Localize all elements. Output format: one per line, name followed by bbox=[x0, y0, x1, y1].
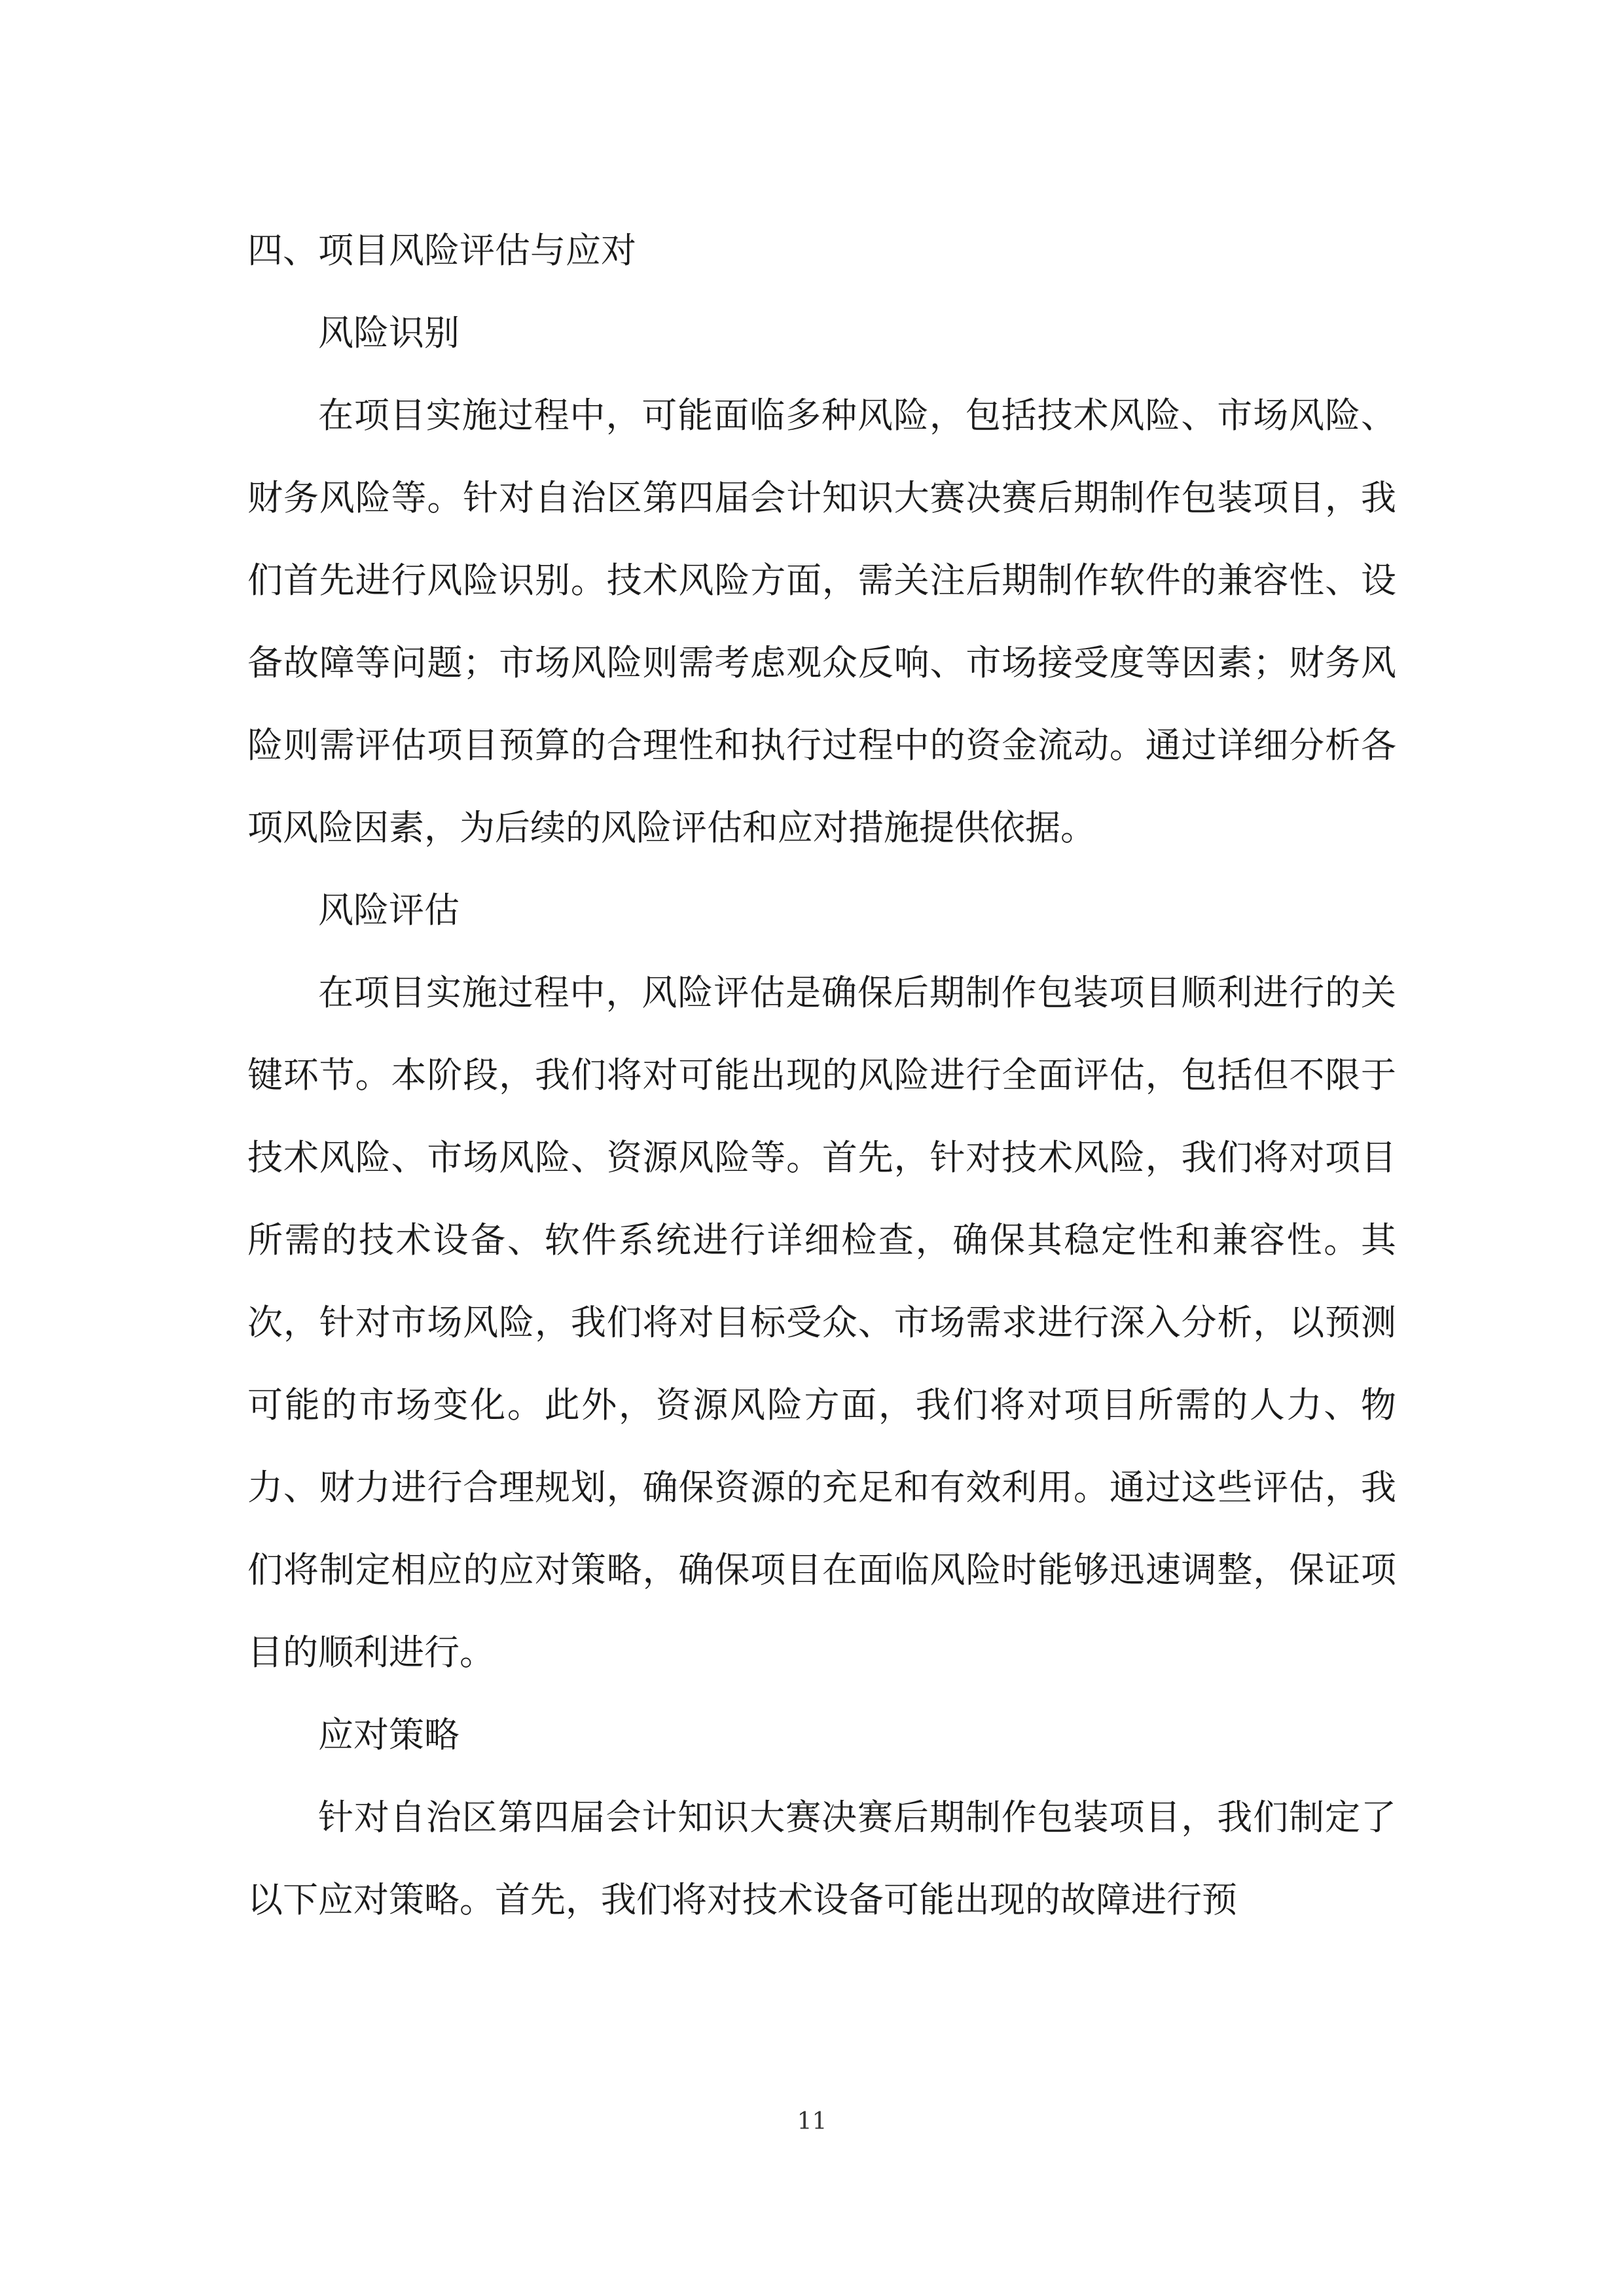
paragraph-response-strategy: 针对自治区第四届会计知识大赛决赛后期制作包装项目，我们制定了以下应对策略。首先，我们将对技术设备可能出现的故障进行预 bbox=[247, 1797, 1396, 1920]
subtitle-risk-assessment: 风险评估 bbox=[318, 889, 460, 931]
block-risk-identification bbox=[247, 292, 1396, 869]
subtitle-response-strategy: 应对策略 bbox=[318, 1714, 460, 1755]
paragraph-risk-assessment: 在项目实施过程中，风险评估是确保后期制作包装项目顺利进行的关键环节。本阶段，我们将对可能出现的风险进行全面评估，包括但不限于技术风险、市场风险、资源风险等。首先，针对技术风险，我们将对项目所需的技术设备、软件系统进行详细检查，确保其稳定性和兼容性。其次，针对市场风险，我们将对目标受众、市场需求进行深入分析，以预测可能的市场变化。此外，资源风险方面，我们将对项目所需的人力、物力、财力进行合理规划，确保资源的充足和有效利用。通过这些评估，我们将制定相应的应对策略，确保项目在面临风险时能够迅速调整，保证项目的顺利进行。 bbox=[247, 972, 1396, 1673]
page-content bbox=[247, 209, 1396, 1941]
paragraph-risk-identification: 在项目实施过程中，可能面临多种风险，包括技术风险、市场风险、财务风险等。针对自治区第四届会计知识大赛决赛后期制作包装项目，我们首先进行风险识别。技术风险方面，需关注后期制作软件的兼容性、设备故障等问题；市场风险则需考虑观众反响、市场接受度等因素；财务风险则需评估项目预算的合理性和执行过程中的资金流动。通过详细分析各项风险因素，为后续的风险评估和应对措施提供依据。 bbox=[247, 395, 1396, 848]
block-risk-assessment bbox=[247, 869, 1396, 1694]
block-response-strategy bbox=[247, 1694, 1396, 1941]
section-title: 四、项目风险评估与应对 bbox=[247, 230, 636, 271]
page-number: 11 bbox=[797, 2108, 827, 2135]
subtitle-risk-identification: 风险识别 bbox=[318, 312, 460, 353]
